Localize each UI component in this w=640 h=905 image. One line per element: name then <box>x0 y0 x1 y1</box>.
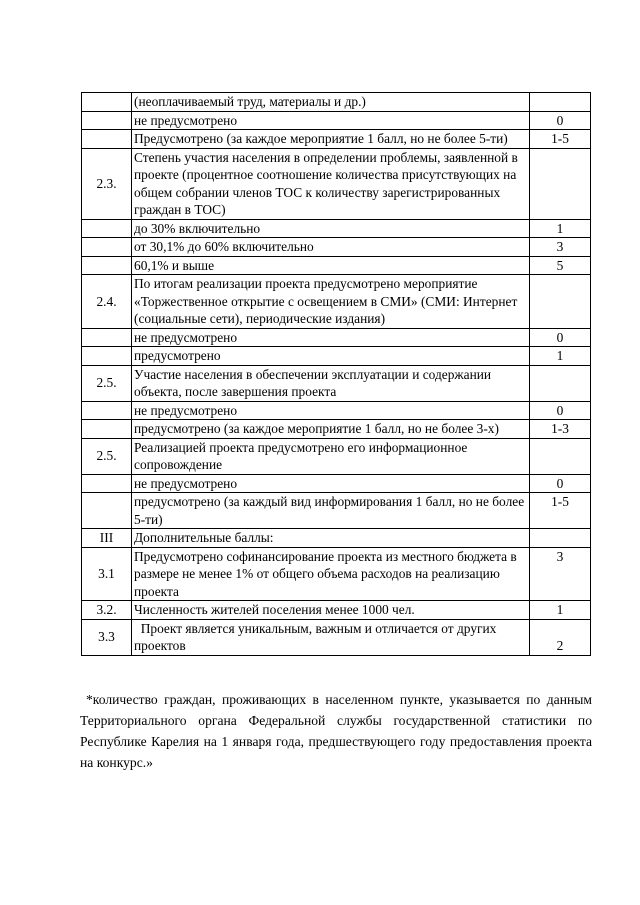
score-cell <box>530 275 591 329</box>
score-cell: 0 <box>530 111 591 130</box>
table-row <box>82 111 591 130</box>
criterion-text: предусмотрено <box>132 347 530 366</box>
score-cell: 1 <box>530 347 591 366</box>
row-number <box>82 328 132 347</box>
table-row <box>82 93 591 112</box>
table-row <box>82 256 591 275</box>
row-number <box>82 111 132 130</box>
score-cell: 1-5 <box>530 493 591 529</box>
table-row <box>82 493 591 529</box>
criterion-text: Дополнительные баллы: <box>132 529 530 548</box>
row-number: 3.1 <box>82 547 132 601</box>
row-number <box>82 401 132 420</box>
score-cell: 0 <box>530 401 591 420</box>
score-cell <box>530 93 591 112</box>
row-number <box>82 256 132 275</box>
score-cell <box>530 529 591 548</box>
criterion-text: (неоплачиваемый труд, материалы и др.) <box>132 93 530 112</box>
table-row <box>82 275 591 329</box>
row-number: 3.3 <box>82 619 132 655</box>
row-number <box>82 493 132 529</box>
table-row <box>82 148 591 219</box>
row-number: III <box>82 529 132 548</box>
row-number: 3.2. <box>82 601 132 620</box>
table-row <box>82 219 591 238</box>
score-cell: 5 <box>530 256 591 275</box>
criterion-text: Численность жителей поселения менее 1000 чел. <box>132 601 530 620</box>
score-cell <box>530 148 591 219</box>
table-row <box>82 365 591 401</box>
criterion-text: Участие населения в обеспечении эксплуатации и содержании объекта, после завершения проекта <box>132 365 530 401</box>
row-number <box>82 420 132 439</box>
table-row <box>82 130 591 149</box>
criterion-text: предусмотрено (за каждый вид информирования 1 балл, но не более 5-ти) <box>132 493 530 529</box>
criterion-text: Предусмотрено (за каждое мероприятие 1 балл, но не более 5-ти) <box>132 130 530 149</box>
row-number: 2.4. <box>82 275 132 329</box>
score-cell: 3 <box>530 238 591 257</box>
row-number: 2.5. <box>82 438 132 474</box>
table-row <box>82 438 591 474</box>
score-cell: 3 <box>530 547 591 601</box>
criterion-text: не предусмотрено <box>132 401 530 420</box>
row-number: 2.5. <box>82 365 132 401</box>
score-cell: 1 <box>530 601 591 620</box>
criterion-text: не предусмотрено <box>132 111 530 130</box>
table-row <box>82 619 591 655</box>
row-number <box>82 474 132 493</box>
criterion-text: Степень участия населения в определении проблемы, заявленной в проекте (процентное соотношение количества присутствующих на общем собрании членов ТОС к количеству зарегистрированных граждан в ТОС) <box>132 148 530 219</box>
criterion-text: Предусмотрено софинансирование проекта из местного бюджета в размере не менее 1% от общего объема расходов на реализацию проекта <box>132 547 530 601</box>
row-number <box>82 219 132 238</box>
score-cell: 0 <box>530 328 591 347</box>
criterion-text: до 30% включительно <box>132 219 530 238</box>
score-cell <box>530 438 591 474</box>
criterion-text: Проект является уникальным, важным и отличается от других проектов <box>132 619 530 655</box>
criterion-text: Реализацией проекта предусмотрено его информационное сопровождение <box>132 438 530 474</box>
row-number <box>82 130 132 149</box>
criterion-text: не предусмотрено <box>132 328 530 347</box>
criterion-text: 60,1% и выше <box>132 256 530 275</box>
score-cell: 1-5 <box>530 130 591 149</box>
table-row <box>82 238 591 257</box>
criterion-text: не предусмотрено <box>132 474 530 493</box>
criterion-text: По итогам реализации проекта предусмотрено мероприятие «Торжественное открытие с освещением в СМИ» (СМИ: Интернет (социальные сети), периодические издания) <box>132 275 530 329</box>
table-row <box>82 401 591 420</box>
row-number <box>82 347 132 366</box>
criterion-text: от 30,1% до 60% включительно <box>132 238 530 257</box>
table-row <box>82 420 591 439</box>
score-cell <box>530 365 591 401</box>
row-number <box>82 93 132 112</box>
score-cell: 1 <box>530 219 591 238</box>
score-cell: 2 <box>530 619 591 655</box>
table-row <box>82 328 591 347</box>
table-row <box>82 547 591 601</box>
criterion-text: предусмотрено (за каждое мероприятие 1 балл, но не более 3-х) <box>132 420 530 439</box>
score-cell: 1-3 <box>530 420 591 439</box>
footnote: *количество граждан, проживающих в населенном пункте, указывается по данным Территориального органа Федеральной службы государственной статистики по Республике Карелия на 1 января года, предшествующего году предоставления проекта на конкурс.» <box>80 691 592 770</box>
criteria-table <box>81 92 591 656</box>
table-row <box>82 529 591 548</box>
table-row <box>82 601 591 620</box>
row-number <box>82 238 132 257</box>
score-cell: 0 <box>530 474 591 493</box>
row-number: 2.3. <box>82 148 132 219</box>
table-row <box>82 347 591 366</box>
table-row <box>82 474 591 493</box>
